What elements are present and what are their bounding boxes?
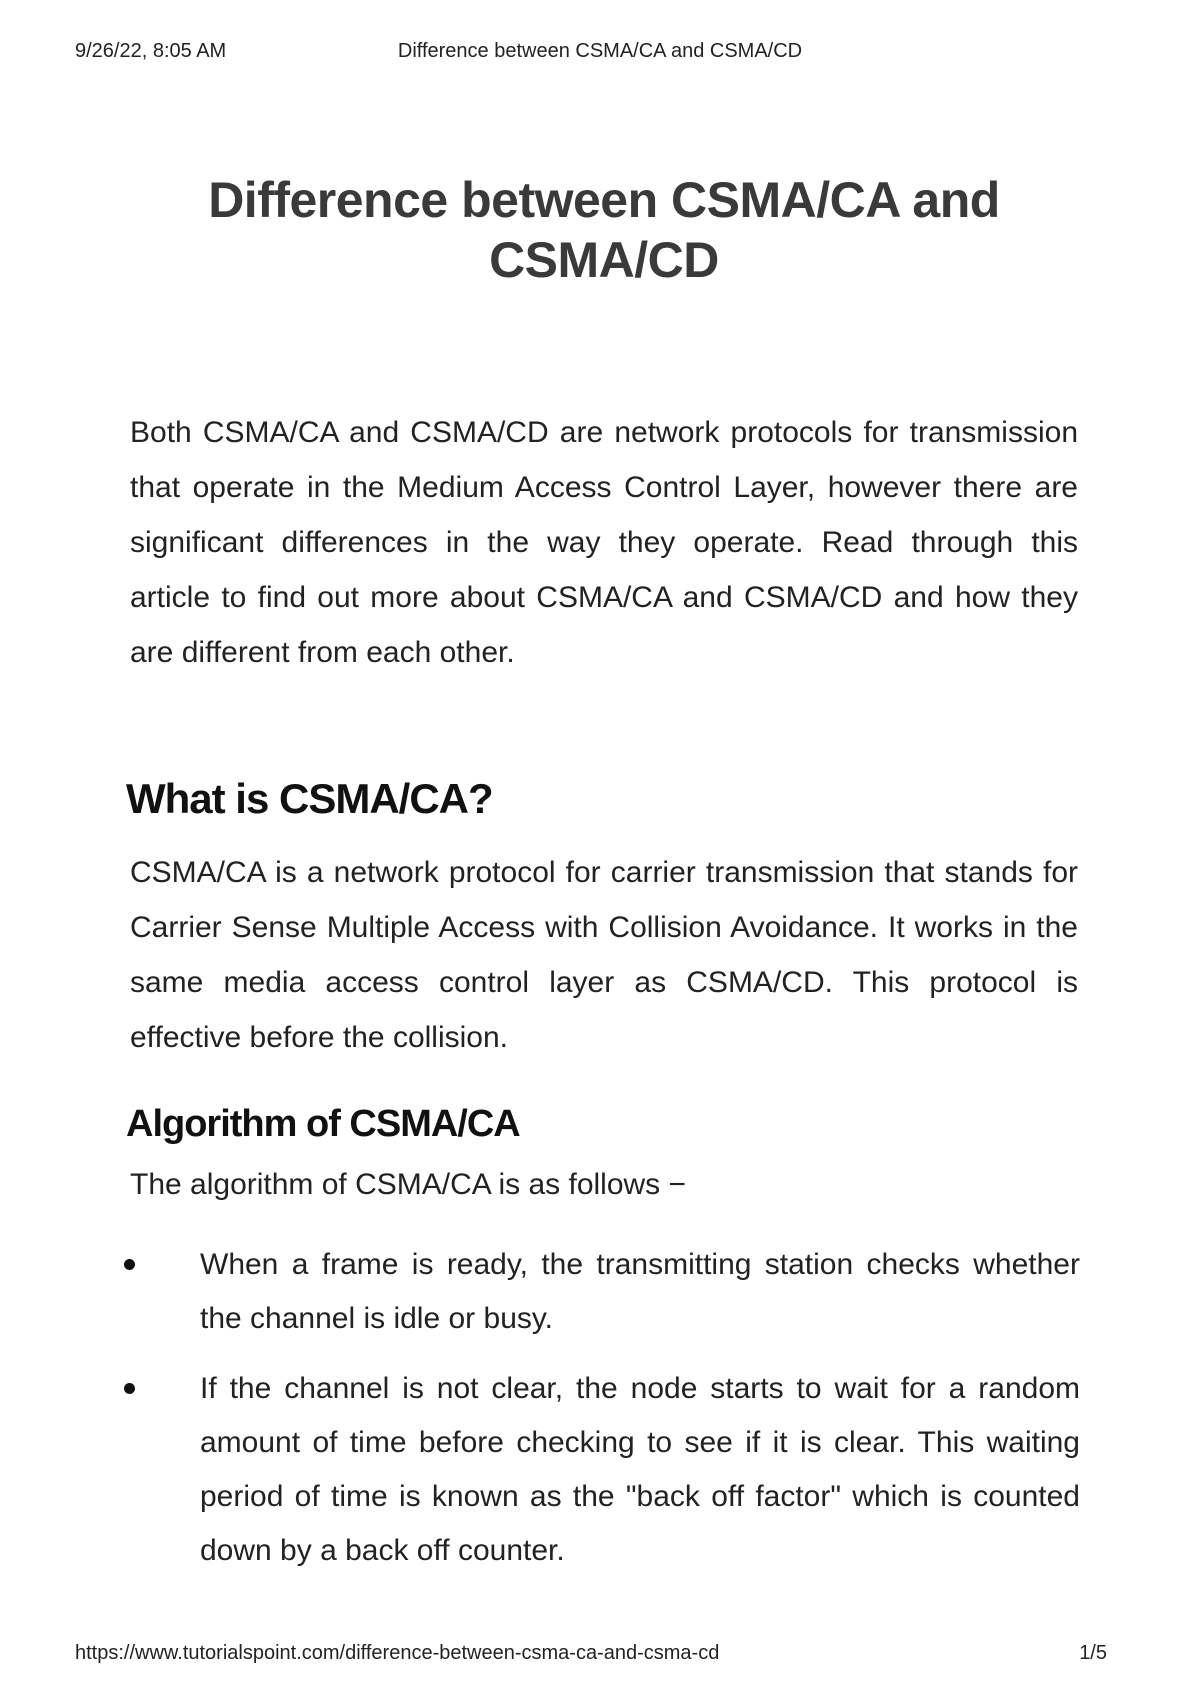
section-paragraph: CSMA/CA is a network protocol for carrier transmission that stands for Carrier Sense Multiple Access with Collision Avoidance. It works in the same media access control layer as CSMA/CD. This protocol is effective before the collision. <box>130 856 1078 1054</box>
list-item-text: If the channel is not clear, the node starts to wait for a random amount of time before checking to see if it is clear. This waiting period of time is known as the "back off factor" which is counted down by a back off counter. <box>200 1372 1080 1567</box>
algorithm-intro: The algorithm of CSMA/CA is as follows − <box>130 1168 687 1201</box>
page-number: 1/5 <box>1079 1642 1107 1664</box>
list-item-text: When a frame is ready, the transmitting station checks whether the channel is idle or busy. <box>200 1248 1080 1335</box>
print-doc-title: Difference between CSMA/CA and CSMA/CD <box>397 40 803 62</box>
page-url-link[interactable]: https://www.tutorialspoint.com/difference-between-csma-ca-and-csma-cd <box>75 1642 720 1664</box>
article-content <box>126 170 1080 1567</box>
sub-heading-algorithm: Algorithm of CSMA/CA <box>126 1103 520 1145</box>
article-title: Difference between CSMA/CA and CSMA/CD <box>208 172 1000 288</box>
print-date: 9/26/22, 8:05 AM <box>75 40 227 62</box>
bullet-icon <box>124 1253 136 1277</box>
list-item <box>130 1362 1080 1578</box>
algorithm-steps-list <box>130 1238 1080 1594</box>
bullet-icon <box>124 1377 136 1401</box>
intro-paragraph: Both CSMA/CA and CSMA/CD are network protocols for transmission that operate in the Medium Access Control Layer, however there are significant differences in the way they operate. Read through this article to find out more about CSMA/CA and CSMA/CD and how they are different from each other. <box>130 416 1078 669</box>
section-heading-what-is-csma-ca: What is CSMA/CA? <box>126 775 493 822</box>
list-item <box>130 1238 1080 1346</box>
print-footer <box>75 1642 1125 1672</box>
print-header <box>75 40 1125 70</box>
